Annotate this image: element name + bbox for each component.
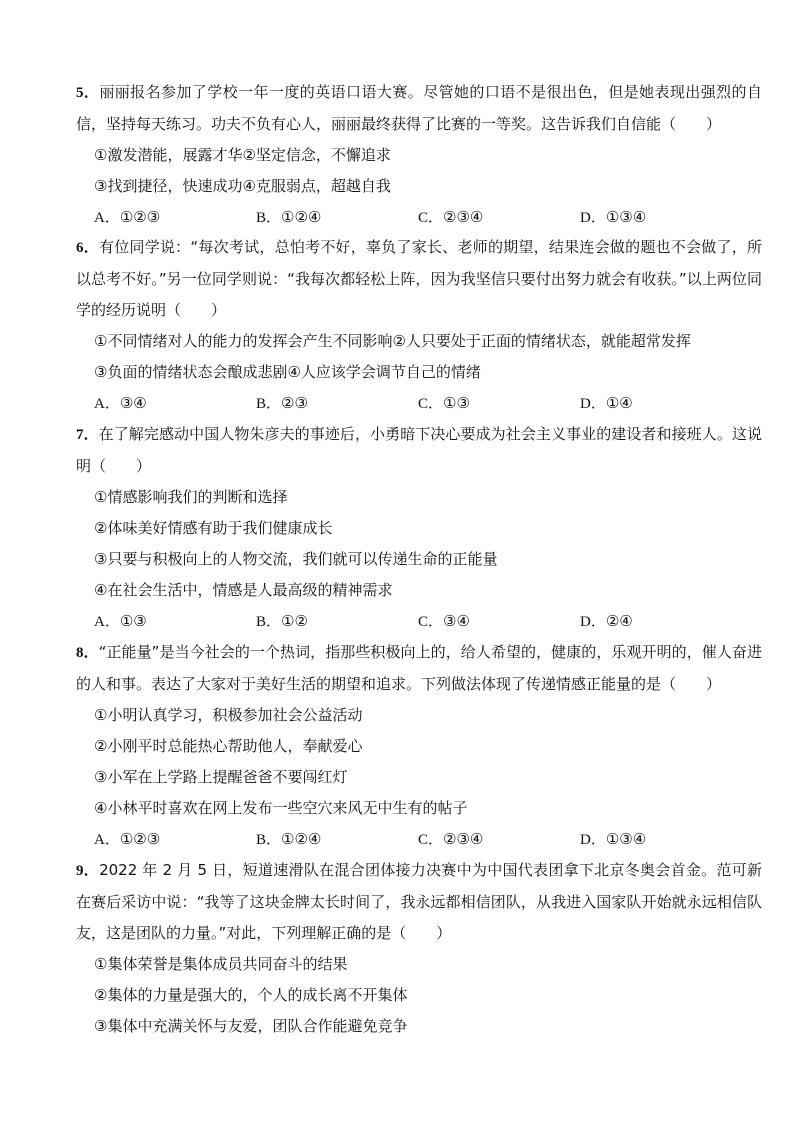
option-label: D． (580, 210, 606, 226)
option-b[interactable] (256, 824, 418, 856)
question-stem (76, 77, 762, 140)
option-c[interactable] (418, 388, 580, 420)
option-text: ②③ (281, 394, 308, 412)
option-text: ②③④ (443, 208, 484, 226)
option-label: B． (256, 614, 282, 630)
question-number: 6． (76, 240, 99, 256)
statement: ③只要与积极向上的人物交流，我们就可以传递生命的正能量 (94, 550, 498, 568)
option-label: C． (418, 832, 444, 848)
answer-options (94, 388, 762, 420)
option-c[interactable] (418, 606, 580, 638)
question-number: 5． (76, 85, 100, 101)
option-label: B． (256, 832, 282, 848)
option-d[interactable] (580, 824, 742, 856)
question-8 (76, 637, 762, 856)
option-text: ③④ (443, 612, 470, 630)
option-d[interactable] (580, 202, 742, 234)
question-stem (76, 232, 762, 326)
option-text: ①②④ (281, 830, 322, 848)
option-label: A． (94, 396, 120, 412)
option-a[interactable] (94, 824, 256, 856)
option-a[interactable] (94, 202, 256, 234)
option-a[interactable] (94, 388, 256, 420)
option-text: ①③ (443, 394, 470, 412)
question-number: 7． (76, 427, 99, 443)
statement: ②集体的力量是强大的，个人的成长离不开集体 (94, 986, 408, 1004)
question-5 (76, 77, 762, 234)
option-text: ①②④ (281, 208, 322, 226)
question-stem (76, 637, 762, 700)
option-d[interactable] (580, 606, 742, 638)
statement: ④小林平时喜欢在网上发布一些空穴来风无中生有的帖子 (94, 799, 468, 817)
question-7 (76, 419, 762, 638)
option-label: D． (580, 832, 606, 848)
statement: ②体味美好情感有助于我们健康成长 (94, 519, 333, 537)
question-6 (76, 232, 762, 420)
statement: ③找到捷径，快速成功④克服弱点，超越自我 (94, 177, 391, 195)
option-text: ②④ (605, 612, 633, 630)
statement: ①不同情绪对人的能力的发挥会产生不同影响②人只要处于正面的情绪状态，就能超常发挥 (94, 332, 691, 350)
option-c[interactable] (418, 824, 580, 856)
option-label: A． (94, 614, 120, 630)
statement: ③小军在上学路上提醒爸爸不要闯红灯 (94, 768, 348, 786)
option-label: B． (256, 210, 282, 226)
option-text: ①④ (605, 394, 633, 412)
option-a[interactable] (94, 606, 256, 638)
question-stem (76, 419, 762, 482)
question-text: 2022 年 2 月 5 日，短道速滑队在混合团体接力决赛中为中国代表团拿下北京冬奥会首金。范可新在赛后采访中说：“我等了这块金牌太长时间了，我永远都相信团队，从我进入国家队开始就永远相信队友，这是团队的力量。”对此，下列理解正确的是（ ） (76, 861, 762, 942)
option-text: ③④ (119, 394, 147, 412)
answer-options (94, 606, 762, 638)
option-text: ①③④ (605, 830, 647, 848)
option-b[interactable] (256, 202, 418, 234)
question-text: “正能量”是当今社会的一个热词，指那些积极向上的，给人希望的，健康的，乐观开明的，催人奋进的人和事。表达了大家对于美好生活的期望和追求。下列做法体现了传递情感正能量的是（ ） (76, 643, 762, 693)
statement: ①小明认真学习，积极参加社会公益活动 (94, 706, 363, 724)
option-label: A． (94, 210, 120, 226)
option-b[interactable] (256, 388, 418, 420)
statement: ③负面的情绪状态会酿成悲剧④人应该学会调节自己的情绪 (94, 363, 481, 381)
option-label: C． (418, 614, 444, 630)
statement: ①集体荣誉是集体成员共同奋斗的结果 (94, 955, 348, 973)
question-9 (76, 855, 762, 1042)
question-text: 在了解完感动中国人物朱彦夫的事迹后，小勇暗下决心要成为社会主义事业的建设者和接班人。这说明（ ） (76, 425, 762, 475)
option-label: D． (580, 396, 606, 412)
question-stem (76, 855, 762, 949)
option-b[interactable] (256, 606, 418, 638)
statement: ④在社会生活中，情感是人最高级的精神需求 (94, 581, 393, 599)
option-label: C． (418, 396, 444, 412)
option-text: ①② (281, 612, 308, 630)
option-label: B． (256, 396, 282, 412)
statement: ②小刚平时总能热心帮助他人，奉献爱心 (94, 737, 363, 755)
option-d[interactable] (580, 388, 742, 420)
question-text: 有位同学说：“每次考试，总怕考不好，辜负了家长、老师的期望，结果连会做的题也不会做了，所以总考不好。”另一位同学则说：“我每次都轻松上阵，因为我坚信只要付出努力就会有收获。”以上两位同学的经历说明（ ） (76, 238, 762, 319)
option-text: ②③④ (443, 830, 484, 848)
option-c[interactable] (418, 202, 580, 234)
option-text: ①③④ (605, 208, 647, 226)
question-number: 8． (76, 645, 99, 661)
option-text: ①③ (119, 612, 147, 630)
option-text: ①②③ (119, 830, 161, 848)
answer-options (94, 202, 762, 234)
statement: ①情感影响我们的判断和选择 (94, 488, 288, 506)
option-label: C． (418, 210, 444, 226)
question-text: 丽丽报名参加了学校一年一度的英语口语大赛。尽管她的口语不是很出色，但是她表现出强烈的自信，坚持每天练习。功夫不负有心人，丽丽最终获得了比赛的一等奖。这告诉我们自信能（ ） (76, 83, 762, 133)
answer-options (94, 824, 762, 856)
statement: ③集体中充满关怀与友爱，团队合作能避免竞争 (94, 1017, 408, 1035)
question-number: 9． (76, 863, 100, 879)
option-text: ①②③ (119, 208, 161, 226)
option-label: D． (580, 614, 606, 630)
statement: ①激发潜能，展露才华②坚定信念，不懈追求 (94, 146, 391, 164)
option-label: A． (94, 832, 120, 848)
